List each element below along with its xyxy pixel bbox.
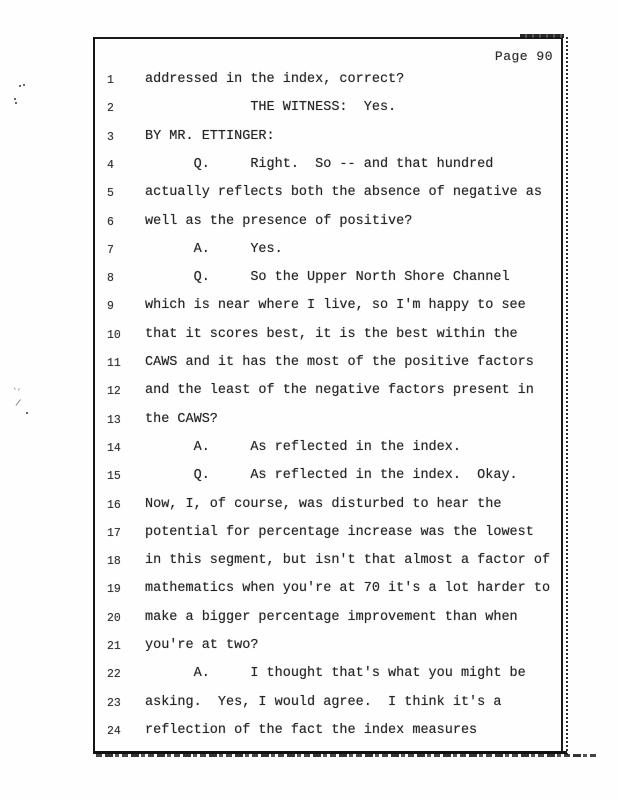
line-number: 3 [107,130,114,144]
transcript-line [95,270,563,292]
transcript-line [95,440,563,462]
transcript-line [95,72,563,94]
line-number: 21 [107,640,121,653]
line-number: 2 [107,102,114,116]
line-text: Now, I, of course, was disturbed to hear the [145,496,502,512]
scan-artifact [14,98,16,100]
line-text: actually reflects both the absence of negative as [145,185,542,201]
line-number: 5 [107,187,114,201]
box-right-edge [566,37,568,755]
line-number: 4 [107,158,114,172]
line-text: A. I thought that's what you might be [145,666,526,682]
scan-artifact [15,102,17,104]
line-text: make a bigger percentage improvement than when [145,609,518,625]
line-number: 20 [107,611,121,625]
line-number: 22 [107,668,121,682]
line-number: 16 [107,498,121,512]
line-number: 9 [107,300,114,314]
transcript-line [95,497,563,519]
line-text: BY MR. ETTINGER: [145,128,275,144]
line-text: Q. Right. So -- and that hundred [145,156,494,172]
transcript-line [95,157,563,179]
transcript-line [95,412,563,434]
transcript-line [95,468,563,490]
line-number: 8 [107,272,114,286]
line-text: well as the presence of positive? [145,213,413,229]
transcript-line [95,327,563,349]
line-number: 17 [107,526,121,540]
line-text: potential for percentage increase was the lowest [145,524,534,540]
line-text: asking. Yes, I would agree. I think it's a [145,694,502,710]
line-number: 6 [107,215,114,229]
transcript-line [95,666,563,688]
transcript-border-box [93,37,563,753]
transcript-line [95,581,563,603]
line-number: 7 [107,243,114,257]
scan-artifact: `’ [13,388,21,398]
line-text: reflection of the fact the index measures [145,722,478,738]
transcript-line [95,129,563,151]
transcript-line [95,298,563,320]
line-text: mathematics when you're at 70 it's a lot harder to [145,581,551,597]
scan-artifact [26,412,28,414]
line-text: A. Yes. [145,241,283,257]
line-number: 11 [107,357,121,370]
line-text: which is near where I live, so I'm happy to see [145,298,526,314]
page-number-label: Page 90 [494,49,553,64]
transcript-line [95,383,563,405]
scan-artifact: \ [12,398,23,408]
line-text: in this segment, but isn't that almost a factor of [145,553,551,569]
line-text: you're at two? [145,638,259,653]
line-text: THE WITNESS: Yes. [145,100,397,116]
line-text: CAWS and it has the most of the positive factors [145,355,534,370]
transcript-line [95,723,563,745]
transcript-line [95,100,563,122]
line-text: the CAWS? [145,411,218,427]
scan-artifact [520,34,564,38]
line-number: 23 [107,696,121,710]
line-text: Q. So the Upper North Shore Channel [145,270,510,286]
line-number: 10 [107,328,121,342]
transcript-line [95,214,563,236]
scan-artifact [23,84,25,86]
line-text: Q. As reflected in the index. Okay. [145,468,518,484]
line-number: 13 [107,413,121,427]
transcript-line [95,695,563,717]
box-bottom-edge-speckle [96,754,596,757]
line-number: 18 [107,555,121,569]
line-text: addressed in the index, correct? [145,72,405,87]
transcript-line [95,525,563,547]
transcript-line [95,610,563,632]
line-number: 1 [107,74,114,87]
line-number: 14 [107,441,121,455]
transcript-line [95,242,563,264]
transcript-line [95,185,563,207]
transcript-line [95,355,563,377]
line-number: 24 [107,724,121,738]
transcript-line [95,638,563,660]
line-text: and the least of the negative factors present in [145,383,534,399]
line-number: 15 [107,470,121,484]
line-number: 12 [107,385,121,399]
line-text: that it scores best, it is the best within the [145,326,518,342]
scan-artifact [19,85,21,87]
transcript-line [95,553,563,575]
line-text: A. As reflected in the index. [145,439,461,455]
line-number: 19 [107,583,121,597]
